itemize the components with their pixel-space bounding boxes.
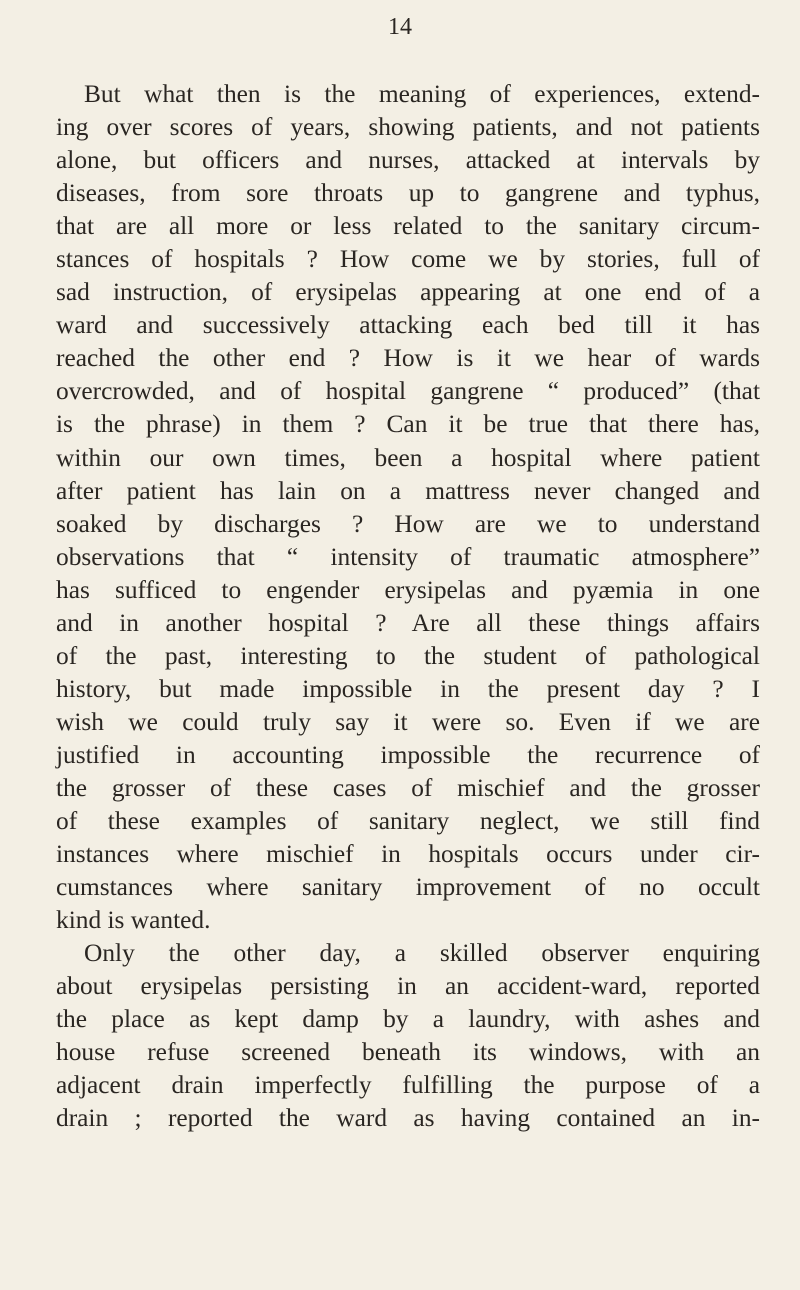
text-line: cumstances where sanitary improvement of no occult — [56, 873, 760, 902]
text-line: stances of hospitals ? How come we by stories, full of — [56, 245, 760, 274]
text-line: alone, but officers and nurses, attacked at intervals by — [56, 146, 760, 175]
text-line: sad instruction, of erysipelas appearing at one end of a — [56, 278, 760, 307]
text-line: Only the other day, a skilled observer enquiring — [84, 939, 760, 968]
text-line: history, but made impossible in the present day ? I — [56, 674, 760, 703]
text-line: and in another hospital ? Are all these things affairs — [56, 608, 760, 637]
text-line: about erysipelas persisting in an accident-ward, reported — [56, 972, 760, 1001]
body-text — [56, 78, 760, 1136]
text-line: is the phrase) in them ? Can it be true that there has, — [56, 410, 760, 439]
text-line: But what then is the meaning of experiences, extend- — [84, 80, 760, 108]
text-line: adjacent drain imperfectly fulfilling the purpose of a — [56, 1071, 760, 1100]
text-line: ing over scores of years, showing patients, and not patients — [56, 113, 760, 142]
text-line: justified in accounting impossible the recurrence of — [56, 740, 760, 769]
text-line: the grosser of these cases of mischief and the grosser — [56, 773, 760, 802]
text-line: house refuse screened beneath its windows, with an — [56, 1038, 760, 1067]
text-line: of the past, interesting to the student of pathological — [56, 641, 760, 670]
text-line: diseases, from sore throats up to gangrene and typhus, — [56, 179, 760, 208]
text-line: ward and successively attacking each bed till it has — [56, 311, 760, 340]
text-line: observations that “ intensity of traumatic atmosphere” — [56, 542, 760, 571]
text-line: drain ; reported the ward as having contained an in- — [56, 1104, 760, 1133]
page-number: 14 — [388, 14, 412, 40]
text-line: soaked by discharges ? How are we to understand — [56, 509, 760, 538]
text-line: kind is wanted. — [56, 906, 211, 935]
text-line: wish we could truly say it were so. Even if we are — [56, 707, 760, 736]
text-line: after patient has lain on a mattress never changed and — [56, 476, 760, 505]
text-line: the place as kept damp by a laundry, with ashes and — [56, 1005, 760, 1034]
text-line: has sufficed to engender erysipelas and pyæmia in one — [56, 575, 760, 604]
text-line: that are all more or less related to the sanitary circum- — [56, 212, 760, 241]
text-line: instances where mischief in hospitals occurs under cir- — [56, 840, 760, 869]
text-line: reached the other end ? How is it we hear of wards — [56, 344, 760, 373]
text-line: overcrowded, and of hospital gangrene “ produced” (that — [56, 377, 760, 406]
text-line: within our own times, been a hospital where patient — [56, 443, 760, 472]
text-line: of these examples of sanitary neglect, we still find — [56, 807, 760, 836]
paragraph — [56, 937, 760, 1135]
paragraph — [56, 78, 760, 937]
